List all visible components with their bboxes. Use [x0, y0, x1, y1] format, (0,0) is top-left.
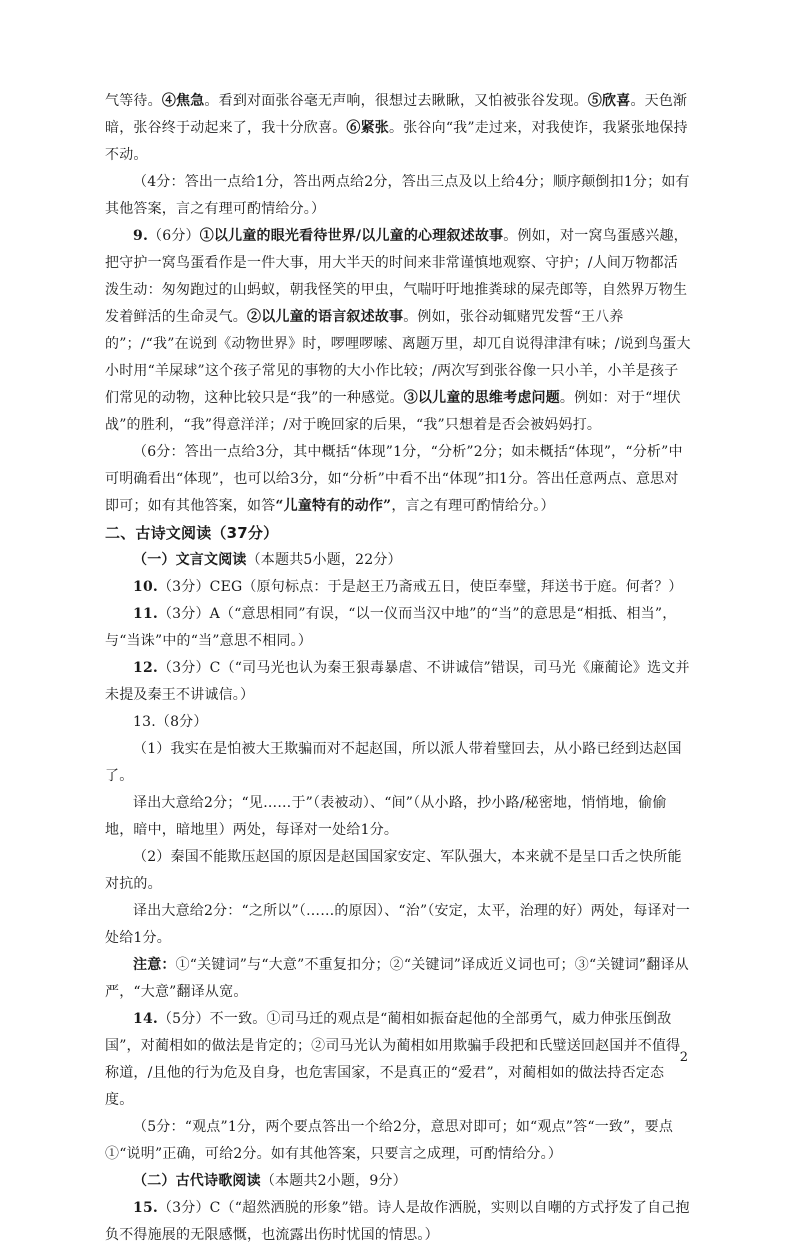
scoring-note-14: （5分：“观点”1分，两个要点答出一个给2分，意思对即可；如“观点”答“一致”，要点①“说明”正确，可给2分。如有其他答案，只要言之成理，可酌情给分。）: [105, 1119, 674, 1162]
answer-14: 14.（5分）不一致。①司马迁的观点是“蔺相如振奋起他的全部勇气，威力伸张压倒敌国”，对蔺相如的做法是肯定的；②司马光认为蔺相如用欺骗手段把和氏璧送回赵国并不值得称道，/且他的行为危及自身，也危害国家，不是真正的“爱君”，对蔺相如的做法持否定态度。: [105, 1011, 681, 1108]
keyword: ①以儿童的眼光看待世界/以儿童的心理叙述故事: [199, 228, 504, 244]
answer-10: 10.（3分）CEG（原句标点：于是赵王乃斋戒五日，使臣奉璧，拜送书于庭。何者？）: [133, 579, 683, 595]
subsection-ancient-poetry: （二）古代诗歌阅读（本题共2小题，9分）: [133, 1173, 407, 1189]
scoring-note-8: （4分：答出一点给1分，答出两点给2分，答出三点及以上给4分；顺序颠倒扣1分；如有其他答案，言之有理可酌情给分。）: [105, 174, 690, 217]
keyword: “儿童特有的动作”: [275, 498, 392, 514]
subsection-classical-prose: （一）文言文阅读（本题共5小题，22分）: [133, 552, 402, 568]
answer-12: 12.（3分）C（“司马光也认为秦王狠毒暴虐、不讲诚信”错误，司马光《廉蔺论》选文并未提及秦王不讲诚信。）: [105, 660, 690, 703]
scoring-note-9: （6分：答出一点给3分，其中概括“体现”1分，“分析”2分；如未概括“体现”，“分析”中可明确看出“体现”，也可以给3分，如“分析”中看不出“体现”扣1分。答出任意两点、意思对即可；如有其他答案，如答“儿童特有的动作”，言之有理可酌情给分。）: [105, 444, 683, 514]
keyword: ④焦急: [161, 93, 205, 109]
answer-15: 15.（3分）C（“超然洒脱的形象”错。诗人是故作洒脱，实则以自嘲的方式抒发了自己抱负不得施展的无限感慨，也流露出伤时忧国的情思。）: [105, 1200, 690, 1243]
answer-8-continuation: 气等待。④焦急。看到对面张谷毫无声响，很想过去瞅瞅，又怕被张谷发现。⑤欣喜。天色渐暗，张谷终于动起来了，我十分欣喜。⑥紧张。张谷向“我”走过来，对我使诈，我紧张地保持不动。: [105, 93, 688, 163]
answer-11: 11.（3分）A（“意思相同”有误，“以一仪而当汉中地”的“当”的意思是“相抵、相当”，与“当诛”中的“当”意思不相同。）: [105, 606, 677, 649]
answer-13-translation-1: （1）我实在是怕被大王欺骗而对不起赵国，所以派人带着璧回去，从小路已经到达赵国了。: [105, 741, 682, 784]
keyword: ②以儿童的语言叙述故事: [247, 309, 404, 325]
document-page: [105, 88, 691, 1249]
answer-13-scoring-1: 译出大意给2分；“见……于”（表被动）、“间”（从小路，抄小路/秘密地，悄悄地，偷偷地，暗中，暗地里）两处，每译对一处给1分。: [105, 795, 667, 838]
answer-13-scoring-2: 译出大意给2分：“之所以”（……的原因）、“治”（安定，太平，治理的好）两处，每译对一处给1分。: [105, 903, 691, 946]
section-heading-classical: 二、古诗文阅读（37分）: [105, 524, 279, 542]
keyword: ⑤欣喜: [587, 93, 631, 109]
answer-9: 9.（6分）①以儿童的眼光看待世界/以儿童的心理叙述故事。例如，对一窝鸟蛋感兴趣，把守护一窝鸟蛋看作是一件大事，用大半天的时间来非常谨慎地观察、守护；/人间万物都活泼生动：匆匆跑过的山蚂蚁，朝我怪笑的甲虫，气喘吁吁地推粪球的屎壳郎等，自然界万物生发着鲜活的生命灵气。②以儿童的语言叙述故事。例如，张谷动辄赌咒发誓“王八养的”；/“我”在说到《动物世界》时，啰哩啰嗦、离题万里，却兀自说得津津有味；/说到鸟蛋大小时用“羊屎球”这个孩子常见的事物的大小作比较；/两次写到张谷像一只小羊，小羊是孩子们常见的动物，这种比较只是“我”的一种感觉。③以儿童的思维考虑问题。例如：对于“埋伏战”的胜利，“我”得意洋洋；/对于晚回家的后果，“我”只想着是否会被妈妈打。: [105, 228, 691, 433]
keyword: ⑥紧张: [346, 120, 390, 136]
answer-13-heading: 13.（8分）: [133, 714, 208, 730]
answer-13-note: 注意：①“关键词”与“大意”不重复扣分；②“关键词”译成近义词也可；③“关键词”翻译从严，“大意”翻译从宽。: [105, 957, 689, 1000]
answer-13-translation-2: （2）秦国不能欺压赵国的原因是赵国国家安定、军队强大，本来就不是呈口舌之快所能对抗的。: [105, 849, 682, 892]
keyword: ③以儿童的思维考虑问题: [403, 390, 560, 406]
page-number: 2: [679, 1050, 688, 1065]
